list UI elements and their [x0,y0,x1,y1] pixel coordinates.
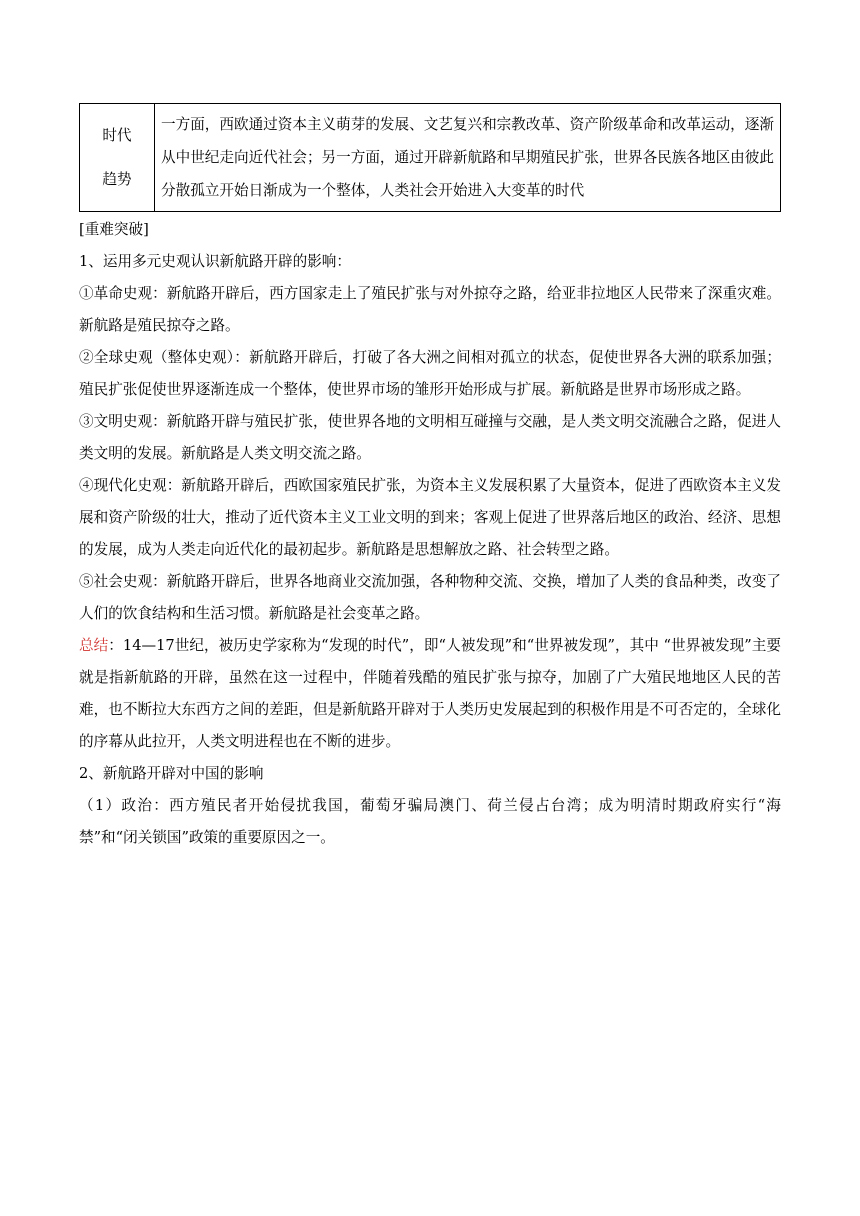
section-heading: [重难突破] [79,221,149,238]
row-label-cell [80,104,155,212]
row-label-line1: 时代 [102,126,132,144]
era-trend-table [79,103,781,212]
row-label-line2: 趋势 [102,170,132,188]
row-content-cell: 一方面，西欧通过资本主义萌芽的发展、文艺复兴和宗教改革、资产阶级革命和改革运动，逐渐从中世纪走向近代社会；另一方面，通过开辟新航路和早期殖民扩张，世界各民族各地区由彼此分散孤立开始日渐成为一个整体，人类社会开始进入大变革的时代 [155,104,781,212]
point2-heading: 2、新航路开辟对中国的影响 [79,765,264,782]
point1-item-global: ②全球史观（整体史观）：新航路开辟后，打破了各大洲之间相对孤立的状态，促使世界各大洲的联系加强；殖民扩张促使世界逐渐连成一个整体，使世界市场的雏形开始形成与扩展。新航路是世界市场形成之路。 [79,349,781,398]
summary-paragraph [79,630,781,758]
body-text [79,214,781,854]
point1-item-modernization: ④现代化史观：新航路开辟后，西欧国家殖民扩张，为资本主义发展积累了大量资本，促进了西欧资本主义发展和资产阶级的壮大，推动了近代资本主义工业文明的到来；客观上促进了世界落后地区的政治、经济、思想的发展，成为人类走向近代化的最初起步。新航路是思想解放之路、社会转型之路。 [79,477,781,558]
summary-text: ：14—17世纪，被历史学家称为“发现的时代”，即“人被发现”和“世界被发现”，其中 “世界被发现”主要就是指新航路的开辟，虽然在这一过程中，伴随着残酷的殖民扩张与掠夺，加剧了广大殖民地地区人民的苦难，也不断拉大东西方之间的差距，但是新航路开辟对于人类历史发展起到的积极作用是不可否定的，全球化的序幕从此拉开，人类文明进程也在不断的进步。 [79,637,781,750]
point1-item-civilization: ③文明史观：新航路开辟与殖民扩张，使世界各地的文明相互碰撞与交融，是人类文明交流融合之路，促进人类文明的发展。新航路是人类文明交流之路。 [79,413,781,462]
point1-heading: 1、运用多元史观认识新航路开辟的影响： [79,253,351,270]
point2-item-politics: （1）政治：西方殖民者开始侵扰我国，葡萄牙骗局澳门、荷兰侵占台湾；成为明清时期政府实行“海禁”和“闭关锁国”政策的重要原因之一。 [79,797,781,846]
table-row [80,104,781,212]
document-page [79,103,781,854]
summary-label: 总结 [79,637,109,654]
point1-item-society: ⑤社会史观：新航路开辟后，世界各地商业交流加强，各种物种交流、交换，增加了人类的食品种类，改变了人们的饮食结构和生活习惯。新航路是社会变革之路。 [79,573,781,622]
point1-item-revolution: ①革命史观：新航路开辟后，西方国家走上了殖民扩张与对外掠夺之路，给亚非拉地区人民带来了深重灾难。新航路是殖民掠夺之路。 [79,285,781,334]
